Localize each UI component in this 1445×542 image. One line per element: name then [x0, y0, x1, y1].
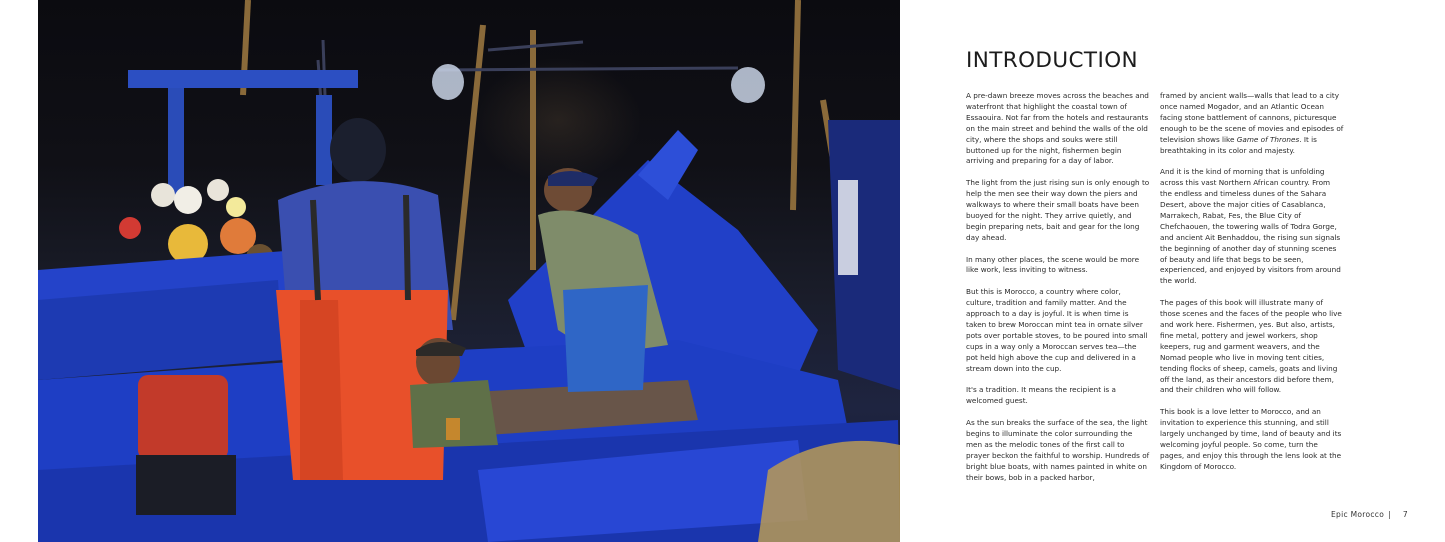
lantern-right: [731, 67, 765, 103]
paragraph-text: framed by ancient walls—walls that lead to a city once named Mogador, and an Atlantic Ocean facing stone battlement of cannons, picturesque enough to be the scene of movies and episodes of television shows like: [1160, 91, 1344, 144]
footer-separator: |: [1388, 510, 1391, 519]
paragraph: The light from the just rising sun is only enough to help the men see their way down the piers and walkways to where their small boats have been buoyed for the night. They arrive quietly, and begin preparing nets, bait and gear for the long day ahead.: [966, 178, 1150, 242]
paragraph: And it is the kind of morning that is unfolding across this vast Northern African country. From the endless and timeless dunes of the Sahara Desert, above the major cities of Casablanca, Marrakech, Rabat, Fes, the Blue City of Chefchaouen, the towering walls of Todra Gorge, and ancient Ait Benhaddou, the rising sun signals the beginning of another day of stunning scenes of beauty and life that begs to be seen, experienced, and enjoyed by visitors from around the world.: [1160, 167, 1341, 286]
text-column-right: [1160, 91, 1344, 484]
text-column-left: [966, 91, 1150, 494]
paragraph-text: . It is breathtaking in its color and majesty.: [1160, 134, 1317, 155]
crane-beam: [128, 70, 358, 88]
page-number: 7: [1402, 510, 1408, 519]
book-title: Epic Morocco: [1331, 510, 1385, 519]
outboard-motor: [136, 375, 236, 515]
crane-leg-2: [316, 95, 332, 185]
paragraph: The pages of this book will illustrate many of those scenes and the faces of the people who live and work here. Fishermen, yes. But also, artists, fine metal, pottery and jewel workers, shop keepers, rug and garment weavers, and the Nomad people who live in moving tent cities, tending flocks of sheep, camels, goats and living off the land, as their ancestors did before them, and their children who will follow.: [1160, 298, 1342, 395]
crane-leg: [168, 88, 184, 198]
hull-lettering-patch: [838, 180, 858, 275]
paragraph: [1160, 91, 1344, 156]
paragraph: As the sun breaks the surface of the sea, the light begins to illuminate the color surrounding the men as the melodic tones of the first call to prayer beckon the faithful to worship. Hundreds of bright blue boats, with names painted in white on their bows, bob in a packed harbor,: [966, 418, 1150, 482]
lantern-left: [432, 64, 464, 100]
page-footer: [1331, 510, 1408, 519]
harbor-photo-illustration: [38, 0, 900, 542]
text-page: [900, 0, 1445, 542]
harbor-photo: [38, 0, 900, 542]
paragraph: This book is a love letter to Morocco, and an invitation to experience this stunning, and still largely unchanged by time, land of beauty and its welcoming joyful people. So come, turn the pages, and enjoy this through the lens look at the Kingdom of Morocco.: [1160, 407, 1342, 471]
paragraph: It's a tradition. It means the recipient is a welcomed guest.: [966, 385, 1116, 406]
paragraph: In many other places, the scene would be more like work, less inviting to witness.: [966, 254, 1140, 275]
paragraph: A pre-dawn breeze moves across the beaches and waterfront that highlight the coastal town of Essaouira. Not far from the hotels and restaurants on the main street and behind the walls of the old city, where the shops and souks were still buttoned up for the night, fishermen begin arriving and preparing for a day of labor.: [966, 91, 1149, 166]
paragraph: But this is Morocco, a country where color, culture, tradition and family matter. And the approach to a day is joyful. It is when time is taken to brew Moroccan mint tea in ornate silver pots over portable stoves, to be poured into small cups in a way only a Moroccan serves tea—the pot held high above the cup and delivered in a stream down into the cup.: [966, 287, 1148, 373]
show-title: Game of Thrones: [1236, 134, 1300, 144]
page-title: INTRODUCTION: [966, 48, 1139, 73]
